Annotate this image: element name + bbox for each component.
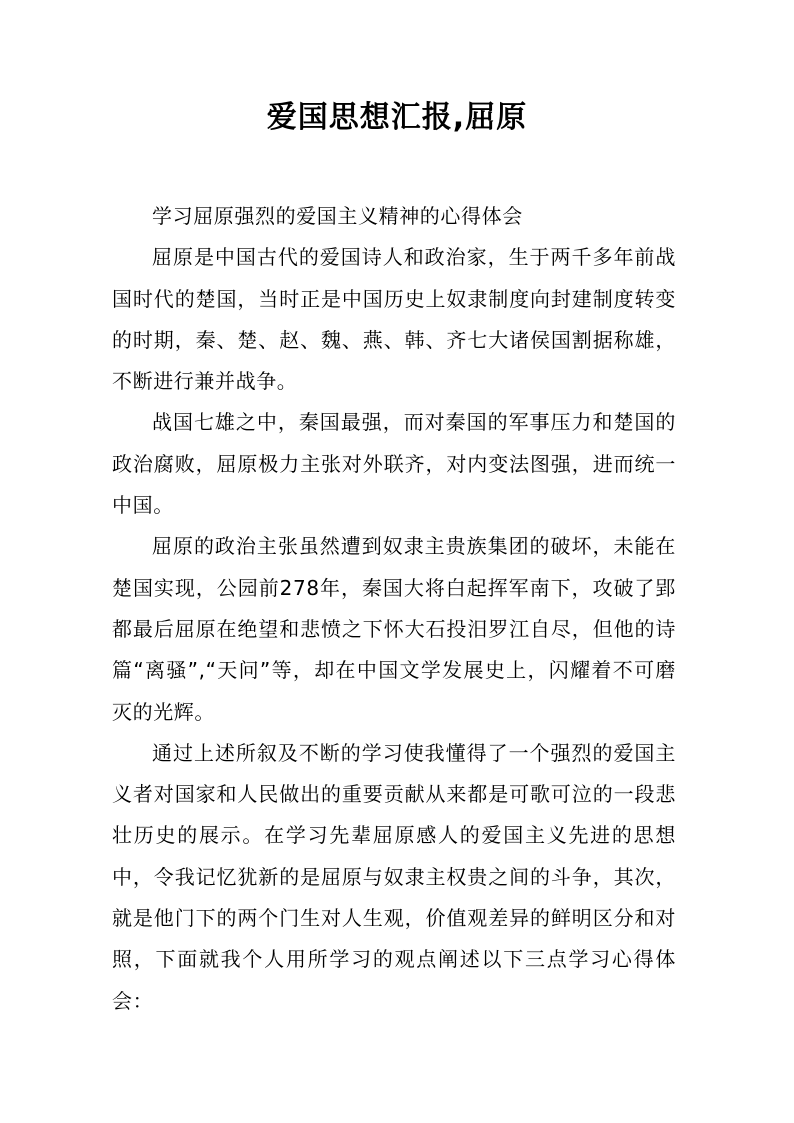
body-paragraph-3: 屈原的政治主张虽然遭到奴隶主贵族集团的破坏，未能在楚国实现，公园前278年，秦国大将白起挥军南下，攻破了郢都最后屈原在绝望和悲愤之下怀大石投汨罗江自尽，但他的诗篇“离骚”,“天问”等，却在中国文学发展史上，闪耀着不可磨灭的光辉。 <box>112 534 676 724</box>
document-body <box>112 196 676 1022</box>
body-paragraph-1: 屈原是中国古代的爱国诗人和政治家，生于两千多年前战国时代的楚国，当时正是中国历史上奴隶制度向封建制度转变的时期，秦、楚、赵、魏、燕、韩、齐七大诸侯国割据称雄，不断进行兼并战争。 <box>112 245 676 394</box>
subtitle-paragraph: 学习屈原强烈的爱国主义精神的心得体会 <box>152 204 523 228</box>
body-paragraph-2: 战国七雄之中，秦国最强，而对秦国的军事压力和楚国的政治腐败，屈原极力主张对外联齐，对内变法图强，进而统一中国。 <box>112 410 676 518</box>
body-paragraph-4: 通过上述所叙及不断的学习使我懂得了一个强烈的爱国主义者对国家和人民做出的重要贡献从来都是可歌可泣的一段悲壮历史的展示。在学习先辈屈原感人的爱国主义先进的思想中，令我记忆犹新的是屈原与奴隶主权贵之间的斗争，其次，就是他门下的两个门生对人生观，价值观差异的鲜明区分和对照，下面就我个人用所学习的观点阐述以下三点学习心得体会： <box>112 740 676 1013</box>
document-title: 爱国思想汇报,屈原 <box>266 100 528 135</box>
